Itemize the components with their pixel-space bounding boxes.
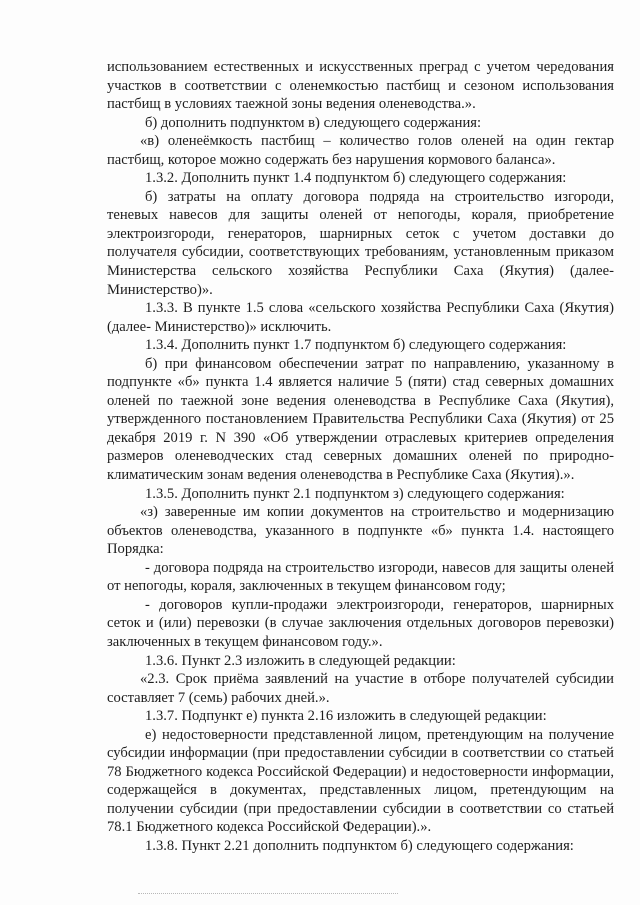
paragraph: б) дополнить подпунктом в) следующего содержания:	[145, 114, 482, 131]
paragraph: е) недостоверности представленной лицом, претендующим на получение субсидии информации (при предоставлении субсидии в соответствии со статьей 78 Бюджетного кодекса Российской Федерации) и недостоверности информации, содержащейся в документах, представленных лицом, претендующим на получении субсидии (при предоставлении субсидии в соответствии со статьей 78.1 Бюджетного кодекса Российской Федерации).».	[107, 726, 614, 836]
paragraph: «в) оленеёмкость пастбищ – количество голов оленей на один гектар пастбищ, которое можно содержать без нарушения кормового баланса».	[107, 133, 614, 168]
paragraph: - договора подряда на строительство изгороди, навесов для защиты оленей от непогоды, кораля, заключенных в текущем финансовом году;	[107, 559, 614, 595]
document-body	[107, 58, 614, 856]
paragraph: 1.3.8. Пункт 2.21 дополнить подпунктом б) следующего содержания:	[145, 837, 574, 854]
paragraph: «з) заверенные им копии документов на строительство и модернизацию объектов оленеводства, указанного в подпункте «б» пункта 1.4. настоящего Порядка:	[107, 504, 614, 558]
scan-artifact-line	[138, 893, 398, 894]
paragraph: б) при финансовом обеспечении затрат по направлению, указанному в подпункте «б» пункта 1.4 является наличие 5 (пяти) стад северных домашних оленей по таежной зоне ведения оленеводства в Республике Саха (Якутия), утвержденного постановлением Правительства Республики Саха (Якутия) от 25 декабря 2019 г. N 390 «Об утверждении отраслевых критериев определения размеров оленеводческих стад северных домашних оленей по природно-климатическим зонам ведения оленеводства в Республике Саха (Якутия).».	[107, 355, 614, 484]
paragraph: 1.3.2. Дополнить пункт 1.4 подпунктом б) следующего содержания:	[145, 170, 567, 187]
paragraph: использованием естественных и искусственных преград с учетом чередования участков в соответствии с оленемкостью пастбищ и сезоном использования пастбищ в условиях таежной зоны ведения оленеводства.».	[107, 59, 614, 113]
paragraph: 1.3.6. Пункт 2.3 изложить в следующей редакции:	[145, 652, 456, 669]
paragraph: 1.3.7. Подпункт е) пункта 2.16 изложить в следующей редакции:	[145, 708, 547, 725]
paragraph: «2.3. Срок приёма заявлений на участие в отборе получателей субсидии составляет 7 (семь) рабочих дней.».	[107, 671, 614, 706]
paragraph: 1.3.4. Дополнить пункт 1.7 подпунктом б) следующего содержания:	[145, 337, 567, 354]
paragraph: - договоров купли-продажи электроизгороди, генераторов, шарнирных сеток и (или) перевозки (в случае заключения отдельных договоров перевозки) заключенных в текущем финансовом году.».	[107, 596, 614, 650]
paragraph: б) затраты на оплату договора подряда на строительство изгороди, теневых навесов для защиты оленей от непогоды, кораля, приобретение электроизгороди, генераторов, шарнирных сеток с учетом доставки до получателя субсидии, соответствующих требованиям, установленным приказом Министерства сельского хозяйства Республики Саха (Якутия) (далее-Министерство)».	[107, 188, 614, 298]
paragraph: 1.3.3. В пункте 1.5 слова «сельского хозяйства Республики Саха (Якутия) (далее- Министерство)» исключить.	[107, 300, 614, 335]
paragraph: 1.3.5. Дополнить пункт 2.1 подпунктом з) следующего содержания:	[145, 485, 565, 502]
